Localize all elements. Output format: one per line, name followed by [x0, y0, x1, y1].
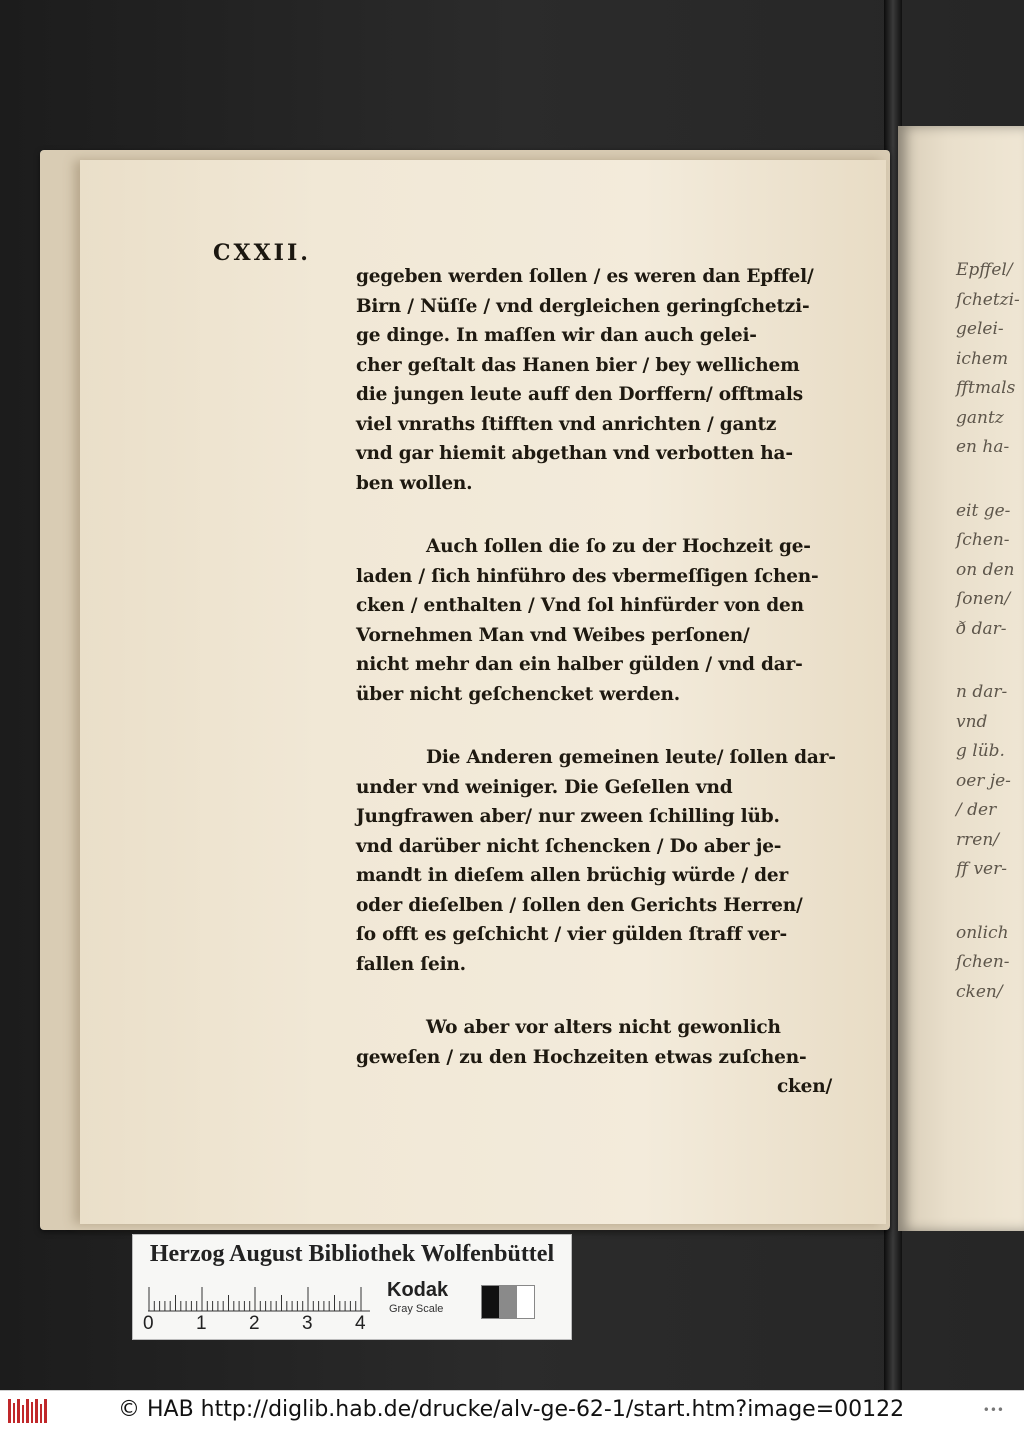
facing-page-fragment: en ha-	[956, 437, 1010, 457]
facing-page-fragment: ſchen-	[956, 952, 1010, 972]
facing-page-fragment: ſonen/	[956, 589, 1011, 609]
text-line: cher geſtalt das Hanen bier / bey wellichem	[356, 354, 800, 376]
facing-page-fragment: ð dar-	[956, 618, 1007, 639]
gray-scale-label: Gray Scale	[389, 1303, 444, 1315]
text-line: Birn / Nüſſe / vnd dergleichen geringſchetzi-	[356, 295, 810, 317]
facing-page-fragment: Epffel/	[956, 260, 1013, 280]
facing-page-fragment: ff ver-	[956, 859, 1007, 879]
text-line: viel vnraths ſtifften vnd anrichten / gantz	[356, 413, 777, 435]
text-line: Auch ſollen die ſo zu der Hochzeit ge-	[426, 536, 811, 557]
facing-page	[898, 126, 1024, 1231]
text-line: fallen ſein.	[356, 953, 466, 975]
gray-patch	[517, 1286, 534, 1318]
text-line: Wo aber vor alters nicht gewonlich	[426, 1017, 781, 1038]
footer-bar	[0, 1390, 1024, 1432]
facing-page-fragment: eit ge-	[956, 500, 1011, 521]
ruler-scale	[148, 1283, 370, 1313]
text-line: über nicht geſchencket werden.	[356, 683, 681, 705]
text-line: geweſen / zu den Hochzeiten etwas zuſchen-	[356, 1046, 807, 1068]
facing-page-fragment: / der	[956, 800, 997, 820]
gray-patches	[481, 1285, 535, 1319]
facing-page-fragment: n dar-	[956, 682, 1008, 702]
facing-page-fragment: vnd	[956, 711, 988, 732]
facing-page-fragment: on den	[956, 559, 1015, 580]
facing-page-fragment: ichem	[956, 348, 1009, 369]
paragraph	[356, 262, 832, 498]
text-line: under vnd weiniger. Die Geſellen vnd	[356, 776, 733, 798]
kodak-logo: Kodak	[387, 1279, 449, 1301]
page-text	[356, 262, 836, 1102]
ruler-number: 3	[302, 1313, 313, 1334]
text-line: laden / ſich hinführo des vbermeſſigen ſchen-	[356, 565, 819, 587]
menu-dots-icon[interactable]: •••	[982, 1403, 1004, 1417]
text-line: oder dieſelben / ſollen den Gerichts Herren/	[356, 894, 803, 916]
library-name: Herzog August Bibliothek Wolfenbüttel	[149, 1241, 555, 1267]
facing-page-fragment: ſchetzi-	[956, 289, 1020, 310]
text-line: mandt in dieſem allen brüchig würde / der	[356, 865, 789, 886]
facing-page-fragment: gelei-	[956, 319, 1004, 339]
ruler-number: 2	[249, 1313, 260, 1334]
text-line: ge dinge. In maſſen wir dan auch gelei-	[356, 325, 757, 346]
ruler-number: 0	[143, 1313, 154, 1334]
facing-page-fragment: ſchen-	[956, 530, 1010, 550]
text-line: cken / enthalten / Vnd ſol hinfürder von den	[356, 595, 804, 616]
facing-page-fragment: rren/	[956, 829, 999, 850]
text-line: ben wollen.	[356, 472, 473, 494]
facing-page-fragment: gantz	[956, 407, 1004, 428]
paragraph-gap	[356, 709, 832, 743]
ruler-number: 4	[355, 1313, 366, 1334]
facing-page-fragment: fftmals	[956, 378, 1016, 398]
text-line: Jungfrawen aber/ nur zween ſchilling lüb.	[356, 806, 780, 827]
paragraph	[356, 532, 832, 709]
paragraph	[356, 1013, 832, 1072]
text-line: Vornehmen Man vnd Weibes perſonen/	[356, 624, 750, 646]
ruler-numbers	[143, 1313, 383, 1337]
gray-patch	[482, 1286, 499, 1318]
catchword: cken/	[776, 1076, 832, 1097]
hab-logo-icon	[8, 1397, 48, 1425]
source-link[interactable]: © HAB http://diglib.hab.de/drucke/alv-ge-62-1/start.htm?image=00122	[118, 1397, 905, 1422]
facing-page-fragment: onlich	[956, 922, 1009, 943]
ruler-number: 1	[196, 1313, 207, 1334]
paragraph	[356, 743, 836, 979]
text-line: gegeben werden ſollen / es weren dan Epffel/	[356, 266, 814, 287]
facing-page-fragment: oer je-	[956, 770, 1011, 791]
text-line: ſo offt es geſchicht / vier gülden ſtraff ver-	[356, 924, 787, 945]
facing-page-fragment: cken/	[956, 981, 1003, 1002]
text-line: die jungen leute auff den Dorffern/ offtmals	[356, 384, 803, 405]
paragraph-gap	[356, 498, 832, 532]
paragraph-gap	[356, 979, 832, 1013]
color-reference-card	[132, 1234, 572, 1340]
text-line: vnd gar hiemit abgethan vnd verbotten ha-	[356, 443, 793, 464]
facing-page-fragment: g lüb.	[956, 741, 1005, 761]
page-number: CXXII.	[213, 240, 311, 266]
text-line: nicht mehr dan ein halber gülden / vnd dar-	[356, 654, 803, 675]
text-line: Die Anderen gemeinen leute/ ſollen dar-	[426, 747, 836, 768]
gray-patch	[499, 1286, 516, 1318]
text-line: vnd darüber nicht ſchencken / Do aber je-	[356, 835, 782, 857]
